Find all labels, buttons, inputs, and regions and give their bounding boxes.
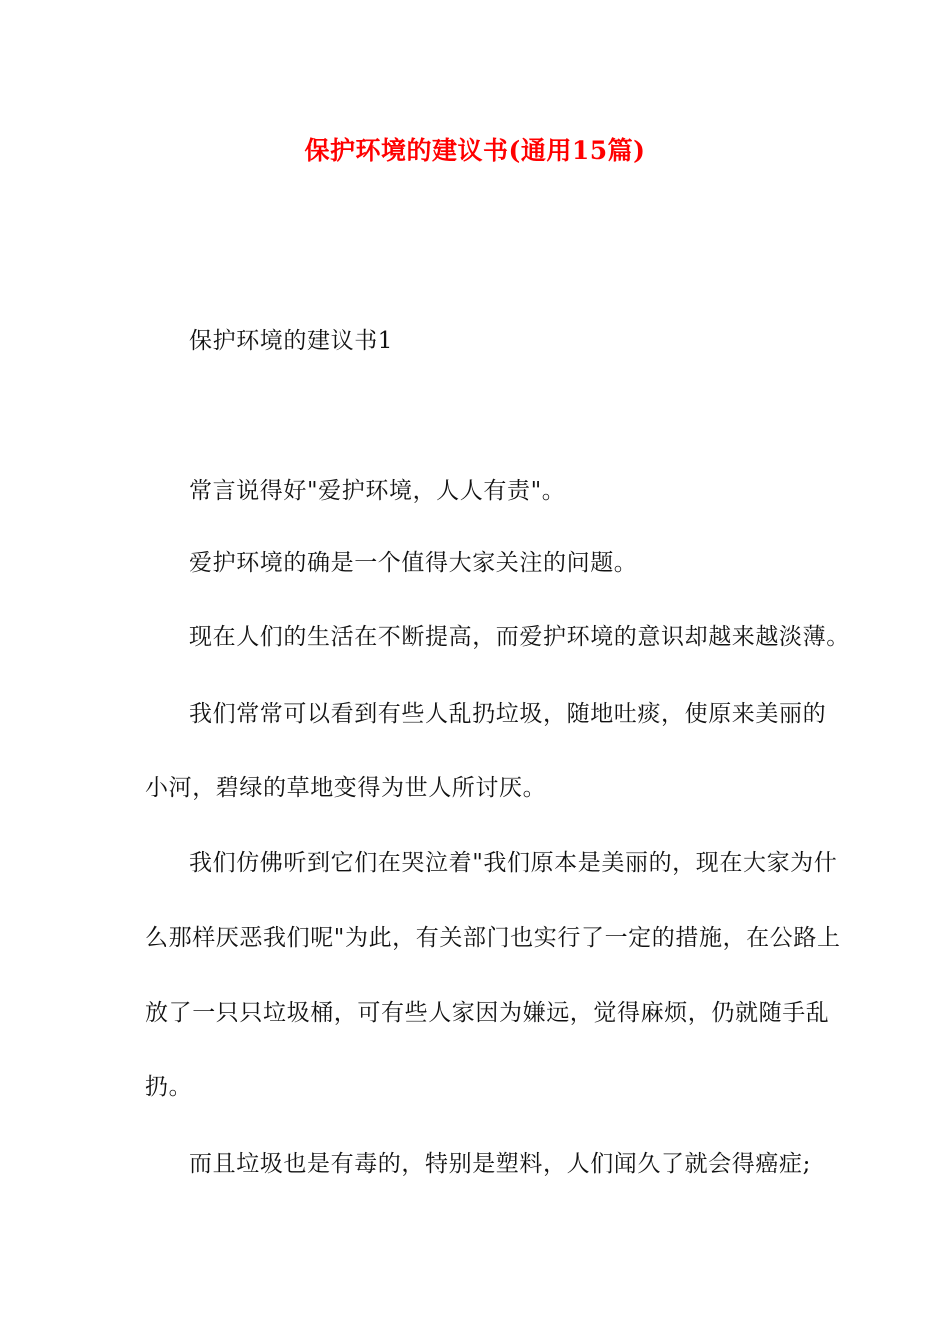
- paragraph-line: 爱护环境的确是一个值得大家关注的问题。: [189, 550, 638, 576]
- document-title: 保护环境的建议书(通用15篇): [304, 136, 646, 165]
- section-heading: 保护环境的建议书1: [189, 328, 394, 354]
- paragraph-line: 放了一只只垃圾桶，可有些人家因为嫌远，觉得麻烦，仍就随手乱: [145, 1000, 830, 1026]
- paragraph-line: 扔。: [145, 1074, 193, 1100]
- paragraph-line: 小河，碧绿的草地变得为世人所讨厌。: [145, 775, 547, 801]
- paragraph-line: 我们仿佛听到它们在哭泣着"我们原本是美丽的，现在大家为什: [189, 850, 838, 876]
- paragraph-line: 常言说得好"爱护环境，人人有责"。: [189, 478, 566, 504]
- paragraph-line: 现在人们的生活在不断提高，而爱护环境的意识却越来越淡薄。: [189, 624, 850, 650]
- paragraph-line: 而且垃圾也是有毒的，特别是塑料，人们闻久了就会得癌症;: [189, 1151, 811, 1177]
- paragraph-line: 么那样厌恶我们呢"为此，有关部门也实行了一定的措施，在公路上: [145, 925, 841, 951]
- paragraph-line: 我们常常可以看到有些人乱扔垃圾，随地吐痰，使原来美丽的: [189, 701, 827, 727]
